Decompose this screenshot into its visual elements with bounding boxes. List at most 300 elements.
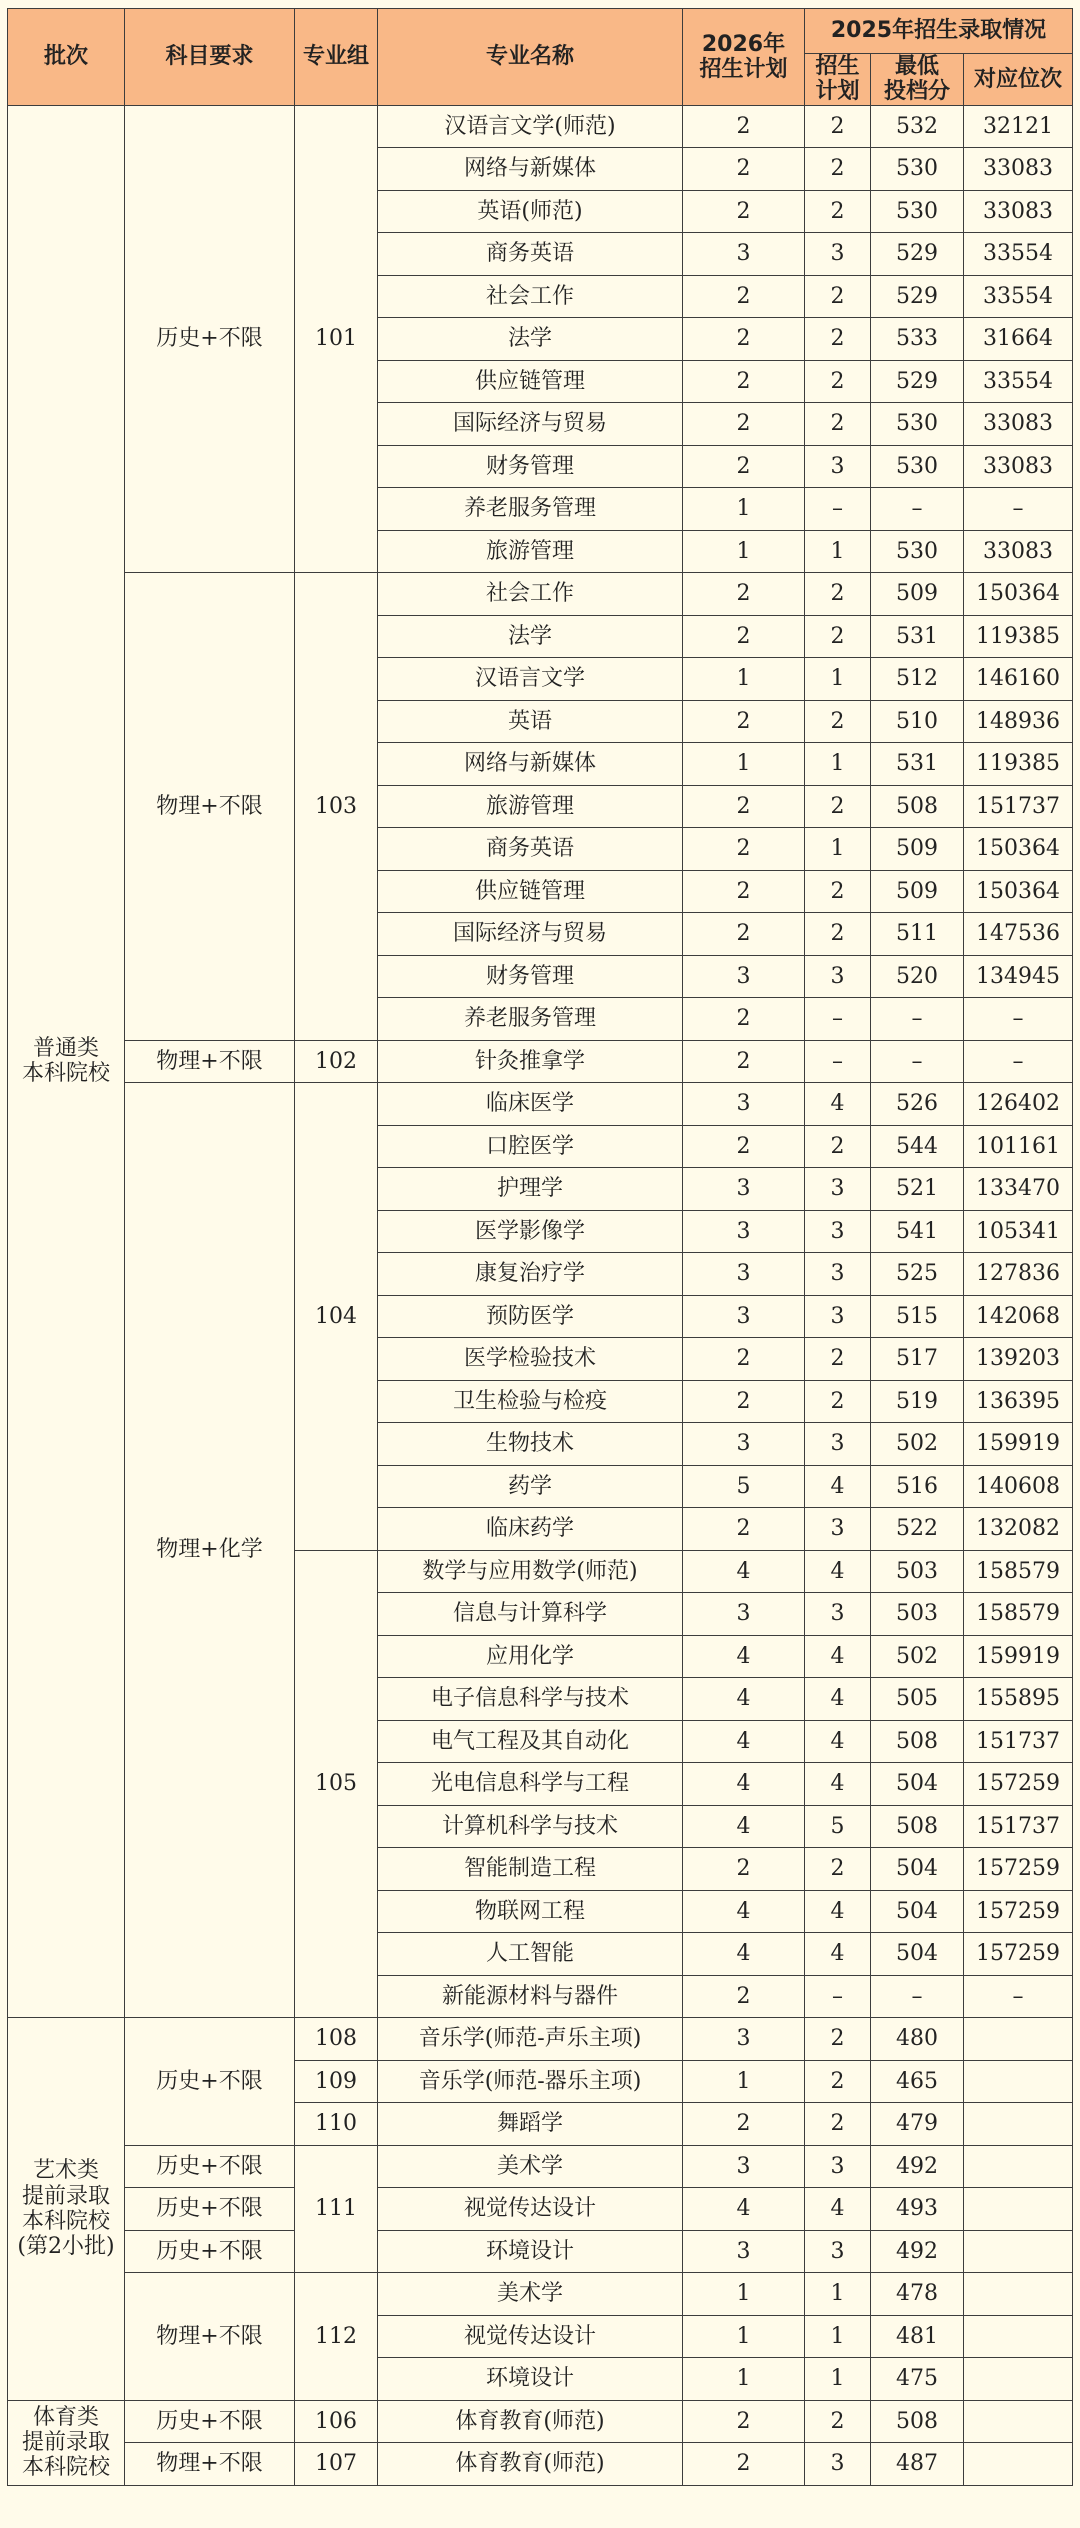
rank-cell: 33083 [964, 530, 1073, 573]
rank-cell: 33083 [964, 403, 1073, 446]
major-name-cell: 商务英语 [378, 828, 683, 871]
min-score-cell: 544 [871, 1125, 964, 1168]
subject-requirement-cell [125, 2443, 295, 2486]
plan-2026-cell: 1 [683, 488, 805, 531]
plan-2025-cell: 3 [805, 1253, 871, 1296]
min-score-cell: 529 [871, 360, 964, 403]
major-name-cell: 美术学 [378, 2273, 683, 2316]
rank-cell: 105341 [964, 1210, 1073, 1253]
min-score-cell: 531 [871, 743, 964, 786]
min-score-cell: 504 [871, 1848, 964, 1891]
rank-cell: 101161 [964, 1125, 1073, 1168]
min-score-cell: 480 [871, 2018, 964, 2061]
plan-2026-cell: 2 [683, 1380, 805, 1423]
major-name-cell: 新能源材料与器件 [378, 1975, 683, 2018]
plan-2026-cell: 2 [683, 998, 805, 1041]
major-name-cell: 旅游管理 [378, 785, 683, 828]
plan-2025-cell: 4 [805, 1763, 871, 1806]
plan-2025-cell: 2 [805, 1125, 871, 1168]
major-name-cell: 法学 [378, 318, 683, 361]
plan-2026-cell: 3 [683, 2145, 805, 2188]
batch-text: (第2小批) [17, 2234, 115, 2260]
major-name-cell: 信息与计算科学 [378, 1593, 683, 1636]
rank-cell: 151737 [964, 1805, 1073, 1848]
min-score-cell: 519 [871, 1380, 964, 1423]
plan-2026-cell: 3 [683, 1210, 805, 1253]
rank-cell [964, 2188, 1073, 2231]
rank-cell [964, 2230, 1073, 2273]
group-cell [295, 2400, 378, 2443]
group-cell [295, 573, 378, 1041]
min-score-cell: 509 [871, 573, 964, 616]
header-min-score-line1: 最低 [894, 54, 939, 79]
group-cell [295, 2103, 378, 2146]
table-body [8, 105, 1073, 2485]
plan-2025-cell: 3 [805, 233, 871, 276]
major-name-cell: 计算机科学与技术 [378, 1805, 683, 1848]
subject-requirement-cell [125, 2018, 295, 2146]
admission-table [7, 8, 1073, 2486]
major-name-cell: 体育教育(师范) [378, 2400, 683, 2443]
batch-text: 体育类 [32, 2404, 99, 2430]
batch-text: 提前录取 [21, 2183, 110, 2209]
group-text: 110 [315, 2111, 357, 2137]
table-row [8, 1040, 1073, 1083]
plan-2025-cell: 4 [805, 1635, 871, 1678]
plan-2026-cell: 2 [683, 700, 805, 743]
min-score-cell: 529 [871, 233, 964, 276]
plan-2026-cell: 4 [683, 1635, 805, 1678]
min-score-cell: 530 [871, 445, 964, 488]
plan-2025-cell: 1 [805, 2273, 871, 2316]
major-name-cell: 护理学 [378, 1168, 683, 1211]
min-score-cell: 510 [871, 700, 964, 743]
plan-2026-cell: 2 [683, 1338, 805, 1381]
min-score-cell: 521 [871, 1168, 964, 1211]
admission-table-container [7, 8, 1072, 2486]
group-text: 111 [315, 2196, 357, 2222]
plan-2026-cell: 2 [683, 360, 805, 403]
plan-2026-cell: 3 [683, 1083, 805, 1126]
rank-cell: 151737 [964, 1720, 1073, 1763]
group-text: 107 [315, 2451, 357, 2477]
plan-2026-cell: 4 [683, 1720, 805, 1763]
major-name-cell: 英语(师范) [378, 190, 683, 233]
plan-2026-cell: 1 [683, 658, 805, 701]
min-score-cell: 532 [871, 105, 964, 148]
major-name-cell: 汉语言文学 [378, 658, 683, 701]
subject-requirement-cell [125, 1040, 295, 1083]
rank-cell: 127836 [964, 1253, 1073, 1296]
major-name-cell: 音乐学(师范-器乐主项) [378, 2060, 683, 2103]
min-score-cell: 492 [871, 2145, 964, 2188]
batch-text: 提前录取 [21, 2429, 110, 2455]
rank-cell: 157259 [964, 1763, 1073, 1806]
min-score-cell: 530 [871, 148, 964, 191]
plan-2025-cell: 2 [805, 148, 871, 191]
major-name-cell: 光电信息科学与工程 [378, 1763, 683, 1806]
rank-cell: 159919 [964, 1635, 1073, 1678]
plan-2026-cell: 2 [683, 2400, 805, 2443]
plan-2026-cell: 3 [683, 1593, 805, 1636]
rank-cell: 33554 [964, 233, 1073, 276]
table-row [8, 2145, 1073, 2188]
major-name-cell: 供应链管理 [378, 870, 683, 913]
rank-cell [964, 2018, 1073, 2061]
major-name-cell: 汉语言文学(师范) [378, 105, 683, 148]
header-rank: 对应位次 [964, 54, 1073, 106]
plan-2026-cell: 1 [683, 2315, 805, 2358]
min-score-cell: – [871, 998, 964, 1041]
plan-2025-cell: 2 [805, 1848, 871, 1891]
plan-2025-cell: 4 [805, 1720, 871, 1763]
major-name-cell: 旅游管理 [378, 530, 683, 573]
min-score-cell: – [871, 1975, 964, 2018]
rank-cell: 155895 [964, 1678, 1073, 1721]
header-group: 专业组 [295, 9, 378, 106]
plan-2026-cell: 2 [683, 615, 805, 658]
plan-2025-cell: 2 [805, 1338, 871, 1381]
min-score-cell: 475 [871, 2358, 964, 2401]
header-plan-2026-line2: 招生计划 [699, 56, 788, 82]
min-score-cell: 529 [871, 275, 964, 318]
rank-cell: 151737 [964, 785, 1073, 828]
min-score-cell: 509 [871, 828, 964, 871]
subject-text: 物理+不限 [156, 2451, 263, 2477]
rank-cell: 33083 [964, 148, 1073, 191]
plan-2026-cell: 3 [683, 1423, 805, 1466]
min-score-cell: 481 [871, 2315, 964, 2358]
min-score-cell: 505 [871, 1678, 964, 1721]
major-name-cell: 社会工作 [378, 573, 683, 616]
plan-2025-cell: 2 [805, 318, 871, 361]
rank-cell [964, 2060, 1073, 2103]
rank-cell [964, 2273, 1073, 2316]
subject-requirement-cell [125, 2188, 295, 2231]
major-name-cell: 供应链管理 [378, 360, 683, 403]
batch-text: 本科院校 [21, 1061, 110, 1087]
header-min-score-line2: 投档分 [883, 79, 950, 105]
min-score-cell: 509 [871, 870, 964, 913]
plan-2025-cell: 3 [805, 1168, 871, 1211]
rank-cell: 134945 [964, 955, 1073, 998]
plan-2026-cell: 2 [683, 1508, 805, 1551]
min-score-cell: 504 [871, 1763, 964, 1806]
plan-2025-cell: – [805, 488, 871, 531]
min-score-cell: 541 [871, 1210, 964, 1253]
plan-2025-cell: 1 [805, 2358, 871, 2401]
plan-2026-cell: 3 [683, 2230, 805, 2273]
plan-2026-cell: 2 [683, 148, 805, 191]
major-name-cell: 财务管理 [378, 955, 683, 998]
major-name-cell: 针灸推拿学 [378, 1040, 683, 1083]
min-score-cell: 517 [871, 1338, 964, 1381]
group-text: 102 [315, 1048, 357, 1074]
major-name-cell: 体育教育(师范) [378, 2443, 683, 2486]
header-plan-2026-line1: 2026年 [701, 31, 786, 57]
major-name-cell: 养老服务管理 [378, 998, 683, 1041]
plan-2026-cell: 2 [683, 318, 805, 361]
major-name-cell: 康复治疗学 [378, 1253, 683, 1296]
subject-requirement-cell [125, 2273, 295, 2401]
plan-2026-cell: 2 [683, 403, 805, 446]
rank-cell: 159919 [964, 1423, 1073, 1466]
major-name-cell: 国际经济与贸易 [378, 403, 683, 446]
subject-text: 物理+不限 [156, 2323, 263, 2349]
plan-2025-cell: 5 [805, 1805, 871, 1848]
major-name-cell: 环境设计 [378, 2230, 683, 2273]
table-row [8, 2018, 1073, 2061]
rank-cell: 157259 [964, 1933, 1073, 1976]
min-score-cell: 508 [871, 785, 964, 828]
major-name-cell: 舞蹈学 [378, 2103, 683, 2146]
plan-2025-cell: 2 [805, 615, 871, 658]
min-score-cell: 487 [871, 2443, 964, 2486]
subject-text: 历史+不限 [156, 2238, 263, 2264]
plan-2026-cell: 2 [683, 1040, 805, 1083]
plan-2025-cell: 2 [805, 1380, 871, 1423]
subject-text: 历史+不限 [156, 2153, 263, 2179]
plan-2026-cell: 2 [683, 1125, 805, 1168]
min-score-cell: 465 [871, 2060, 964, 2103]
group-text: 105 [315, 1771, 357, 1797]
subject-text: 历史+不限 [156, 326, 263, 352]
major-name-cell: 临床药学 [378, 1508, 683, 1551]
plan-2025-cell: 1 [805, 530, 871, 573]
plan-2025-cell: 2 [805, 403, 871, 446]
group-text: 103 [315, 793, 357, 819]
min-score-cell: 530 [871, 190, 964, 233]
min-score-cell: 520 [871, 955, 964, 998]
plan-2025-cell: 2 [805, 275, 871, 318]
plan-2025-cell: 2 [805, 573, 871, 616]
batch-text: 本科院校 [21, 2455, 110, 2481]
group-text: 101 [315, 326, 357, 352]
plan-2026-cell: 2 [683, 105, 805, 148]
rank-cell: 148936 [964, 700, 1073, 743]
rank-cell: 33083 [964, 190, 1073, 233]
rank-cell: 140608 [964, 1465, 1073, 1508]
plan-2026-cell: 3 [683, 1295, 805, 1338]
plan-2026-cell: 1 [683, 2060, 805, 2103]
group-text: 112 [315, 2323, 357, 2349]
major-name-cell: 医学影像学 [378, 1210, 683, 1253]
major-name-cell: 智能制造工程 [378, 1848, 683, 1891]
plan-2025-cell: 4 [805, 1933, 871, 1976]
min-score-cell: 516 [871, 1465, 964, 1508]
plan-2025-cell: 3 [805, 1508, 871, 1551]
min-score-cell: 512 [871, 658, 964, 701]
plan-2026-cell: 2 [683, 1975, 805, 2018]
plan-2025-cell: – [805, 998, 871, 1041]
group-cell [295, 2060, 378, 2103]
group-cell [295, 2018, 378, 2061]
rank-cell: 33083 [964, 445, 1073, 488]
rank-cell: – [964, 1040, 1073, 1083]
min-score-cell: 502 [871, 1423, 964, 1466]
group-cell [295, 1083, 378, 1551]
batch-cell [8, 2018, 125, 2401]
header-plan-2025 [805, 54, 871, 106]
group-cell [295, 2145, 378, 2273]
subject-requirement-cell [125, 105, 295, 573]
plan-2025-cell: 2 [805, 105, 871, 148]
rank-cell: 142068 [964, 1295, 1073, 1338]
rank-cell: 33554 [964, 360, 1073, 403]
major-name-cell: 电子信息科学与技术 [378, 1678, 683, 1721]
min-score-cell: 533 [871, 318, 964, 361]
plan-2025-cell: 2 [805, 700, 871, 743]
min-score-cell: 511 [871, 913, 964, 956]
plan-2026-cell: 3 [683, 1168, 805, 1211]
major-name-cell: 网络与新媒体 [378, 148, 683, 191]
rank-cell: 139203 [964, 1338, 1073, 1381]
header-plan-2026 [683, 9, 805, 106]
plan-2026-cell: 2 [683, 190, 805, 233]
min-score-cell: – [871, 488, 964, 531]
plan-2026-cell: 4 [683, 1678, 805, 1721]
plan-2026-cell: 4 [683, 1763, 805, 1806]
table-row [8, 2230, 1073, 2273]
min-score-cell: 531 [871, 615, 964, 658]
plan-2026-cell: 1 [683, 743, 805, 786]
plan-2026-cell: 3 [683, 1253, 805, 1296]
plan-2026-cell: 2 [683, 275, 805, 318]
min-score-cell: 508 [871, 1805, 964, 1848]
rank-cell: 33554 [964, 275, 1073, 318]
major-name-cell: 视觉传达设计 [378, 2315, 683, 2358]
rank-cell: 32121 [964, 105, 1073, 148]
rank-cell: 119385 [964, 743, 1073, 786]
group-cell [295, 1040, 378, 1083]
plan-2026-cell: 2 [683, 2443, 805, 2486]
plan-2026-cell: 2 [683, 1848, 805, 1891]
min-score-cell: 504 [871, 1890, 964, 1933]
rank-cell: 150364 [964, 573, 1073, 616]
subject-requirement-cell [125, 2230, 295, 2273]
plan-2025-cell: 3 [805, 955, 871, 998]
plan-2025-cell: 1 [805, 2315, 871, 2358]
rank-cell: 146160 [964, 658, 1073, 701]
plan-2025-cell: 4 [805, 2188, 871, 2231]
major-name-cell: 应用化学 [378, 1635, 683, 1678]
rank-cell: – [964, 1975, 1073, 2018]
plan-2025-cell: 4 [805, 1890, 871, 1933]
min-score-cell: 530 [871, 403, 964, 446]
group-text: 106 [315, 2408, 357, 2434]
plan-2025-cell: 3 [805, 2230, 871, 2273]
plan-2026-cell: 2 [683, 828, 805, 871]
major-name-cell: 生物技术 [378, 1423, 683, 1466]
min-score-cell: 492 [871, 2230, 964, 2273]
header-plan-2025-line1: 招生 [815, 54, 860, 79]
group-cell [295, 2443, 378, 2486]
major-name-cell: 医学检验技术 [378, 1338, 683, 1381]
plan-2025-cell: – [805, 1040, 871, 1083]
rank-cell: 157259 [964, 1890, 1073, 1933]
plan-2026-cell: 4 [683, 1550, 805, 1593]
plan-2025-cell: 3 [805, 1210, 871, 1253]
group-text: 109 [315, 2068, 357, 2094]
subject-text: 物理+不限 [156, 793, 263, 819]
major-name-cell: 电气工程及其自动化 [378, 1720, 683, 1763]
plan-2025-cell: – [805, 1975, 871, 2018]
plan-2025-cell: 4 [805, 1678, 871, 1721]
group-cell [295, 1550, 378, 2018]
plan-2025-cell: 2 [805, 913, 871, 956]
rank-cell [964, 2315, 1073, 2358]
group-text: 108 [315, 2026, 357, 2052]
min-score-cell: – [871, 1040, 964, 1083]
plan-2025-cell: 2 [805, 360, 871, 403]
plan-2026-cell: 3 [683, 955, 805, 998]
rank-cell: 158579 [964, 1550, 1073, 1593]
major-name-cell: 药学 [378, 1465, 683, 1508]
plan-2026-cell: 2 [683, 785, 805, 828]
major-name-cell: 物联网工程 [378, 1890, 683, 1933]
group-text: 104 [315, 1303, 357, 1329]
header-plan-2025-line2: 计划 [815, 79, 860, 105]
subject-text: 物理+化学 [156, 1537, 263, 1563]
min-score-cell: 493 [871, 2188, 964, 2231]
header-subject-requirement: 科目要求 [125, 9, 295, 106]
table-row [8, 2443, 1073, 2486]
min-score-cell: 503 [871, 1593, 964, 1636]
batch-cell [8, 105, 125, 2018]
plan-2026-cell: 4 [683, 1933, 805, 1976]
group-cell [295, 105, 378, 573]
plan-2025-cell: 2 [805, 785, 871, 828]
subject-requirement-cell [125, 2145, 295, 2188]
plan-2025-cell: 2 [805, 2060, 871, 2103]
plan-2026-cell: 1 [683, 2358, 805, 2401]
min-score-cell: 504 [871, 1933, 964, 1976]
min-score-cell: 525 [871, 1253, 964, 1296]
table-row [8, 2400, 1073, 2443]
major-name-cell: 商务英语 [378, 233, 683, 276]
rank-cell [964, 2103, 1073, 2146]
table-row [8, 2188, 1073, 2231]
major-name-cell: 预防医学 [378, 1295, 683, 1338]
plan-2026-cell: 5 [683, 1465, 805, 1508]
header-major: 专业名称 [378, 9, 683, 106]
rank-cell: – [964, 998, 1073, 1041]
table-row [8, 105, 1073, 148]
min-score-cell: 478 [871, 2273, 964, 2316]
plan-2025-cell: 2 [805, 870, 871, 913]
min-score-cell: 503 [871, 1550, 964, 1593]
major-name-cell: 视觉传达设计 [378, 2188, 683, 2231]
min-score-cell: 508 [871, 1720, 964, 1763]
batch-text: 本科院校 [21, 2208, 110, 2234]
plan-2026-cell: 1 [683, 530, 805, 573]
major-name-cell: 美术学 [378, 2145, 683, 2188]
plan-2025-cell: 4 [805, 1550, 871, 1593]
plan-2025-cell: 2 [805, 2018, 871, 2061]
plan-2026-cell: 4 [683, 2188, 805, 2231]
header-batch: 批次 [8, 9, 125, 106]
rank-cell: 150364 [964, 870, 1073, 913]
rank-cell: 157259 [964, 1848, 1073, 1891]
plan-2026-cell: 3 [683, 2018, 805, 2061]
major-name-cell: 英语 [378, 700, 683, 743]
plan-2026-cell: 2 [683, 445, 805, 488]
min-score-cell: 530 [871, 530, 964, 573]
plan-2025-cell: 3 [805, 1295, 871, 1338]
min-score-cell: 479 [871, 2103, 964, 2146]
header-row [8, 9, 1073, 54]
batch-text: 艺术类 [32, 2158, 99, 2184]
